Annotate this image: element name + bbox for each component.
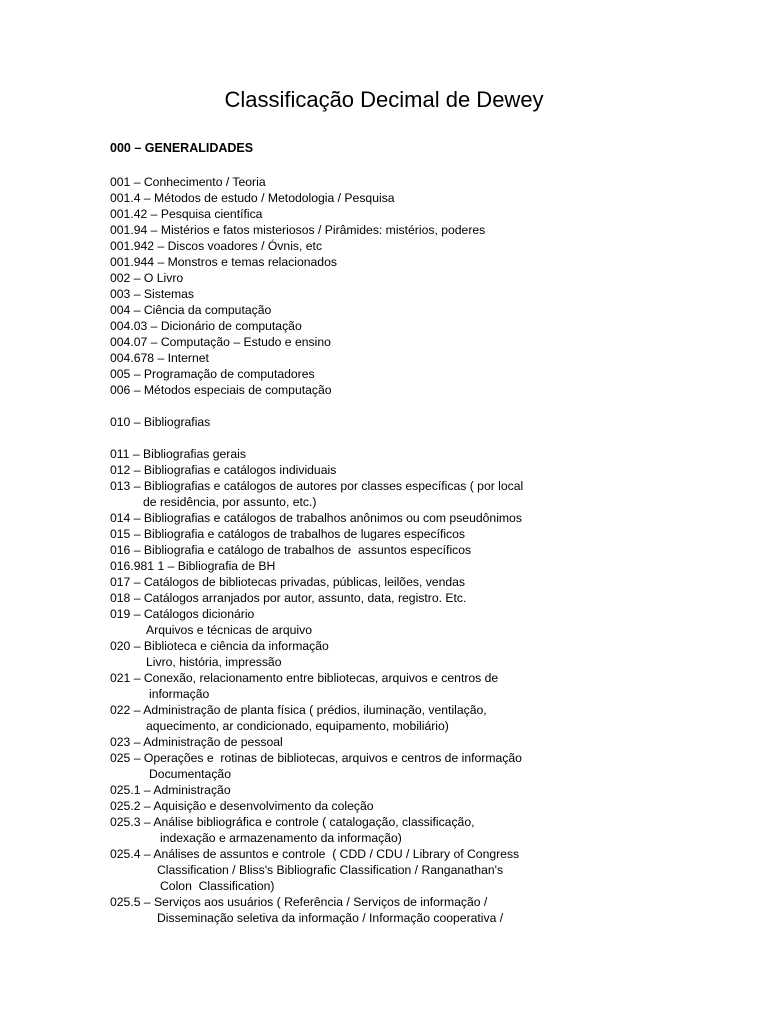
classification-continuation: indexação e armazenamento da informação)	[160, 831, 402, 845]
classification-entry: 011 – Bibliografias gerais	[110, 447, 246, 461]
classification-entry: 004 – Ciência da computação	[110, 303, 272, 317]
classification-entry: 001.942 – Discos voadores / Óvnis, etc	[110, 239, 323, 253]
classification-continuation: de residência, por assunto, etc.)	[143, 495, 317, 509]
classification-entry: 025.5 – Serviços aos usuários ( Referência / Serviços de informação /	[110, 895, 488, 909]
classification-entry: 013 – Bibliografias e catálogos de autores por classes específicas ( por local	[110, 479, 524, 493]
classification-entry: 001.42 – Pesquisa científica	[110, 207, 263, 221]
classification-entry: 001.94 – Mistérios e fatos misteriosos / Pirâmides: mistérios, poderes	[110, 223, 486, 237]
classification-entry: 015 – Bibliografia e catálogos de trabalhos de lugares específicos	[110, 527, 466, 541]
classification-entry: 001 – Conhecimento / Teoria	[110, 175, 266, 189]
classification-entry: 002 – O Livro	[110, 271, 184, 285]
classification-entry: 004.678 – Internet	[110, 351, 209, 365]
classification-entry: 021 – Conexão, relacionamento entre bibliotecas, arquivos e centros de	[110, 671, 499, 685]
classification-entry: 019 – Catálogos dicionário	[110, 607, 255, 621]
classification-entry: 022 – Administração de planta física ( prédios, iluminação, ventilação,	[110, 703, 487, 717]
classification-continuation: Disseminação seletiva da informação / Informação cooperativa /	[157, 911, 504, 925]
classification-entry: 010 – Bibliografias	[110, 415, 211, 429]
section-heading: 000 – GENERALIDADES	[110, 141, 254, 155]
classification-entry: 017 – Catálogos de bibliotecas privadas, públicas, leilões, vendas	[110, 575, 466, 589]
classification-entry: 012 – Bibliografias e catálogos individuais	[110, 463, 337, 477]
classification-continuation: Arquivos e técnicas de arquivo	[146, 623, 312, 637]
classification-entry: 001.944 – Monstros e temas relacionados	[110, 255, 337, 269]
classification-entry: 025.4 – Análises de assuntos e controle ( CDD / CDU / Library of Congress	[110, 847, 520, 861]
classification-entry: 025.1 – Administração	[110, 783, 231, 797]
classification-entry: 005 – Programação de computadores	[110, 367, 315, 381]
classification-entry: 018 – Catálogos arranjados por autor, assunto, data, registro. Etc.	[110, 591, 467, 605]
blank-line	[110, 398, 750, 414]
classification-entry: 014 – Bibliografias e catálogos de trabalhos anônimos ou com pseudônimos	[110, 511, 522, 525]
classification-entry: 020 – Biblioteca e ciência da informação	[110, 639, 329, 653]
classification-entry: 006 – Métodos especiais de computação	[110, 383, 332, 397]
classification-entry: 004.03 – Dicionário de computação	[110, 319, 302, 333]
classification-entry: 004.07 – Computação – Estudo e ensino	[110, 335, 331, 349]
classification-entry: 025.2 – Aquisição e desenvolvimento da coleção	[110, 799, 374, 813]
classification-entry: 025 – Operações e rotinas de bibliotecas, arquivos e centros de informação	[110, 751, 522, 765]
classification-entry: 003 – Sistemas	[110, 287, 195, 301]
classification-entry: 001.4 – Métodos de estudo / Metodologia / Pesquisa	[110, 191, 395, 205]
classification-entry: 025.3 – Análise bibliográfica e controle ( catalogação, classificação,	[110, 815, 475, 829]
classification-entry: 016 – Bibliografia e catálogo de trabalhos de assuntos específicos	[110, 543, 472, 557]
classification-continuation: Classification / Bliss's Bibliografic Classification / Ranganathan's	[157, 863, 504, 877]
classification-continuation: informação	[149, 687, 210, 701]
classification-list	[110, 174, 750, 926]
classification-entry: 023 – Administração de pessoal	[110, 735, 283, 749]
classification-continuation: Colon Classification)	[160, 879, 275, 893]
classification-entry: 016.981 1 – Bibliografia de BH	[110, 559, 276, 573]
classification-continuation: Documentação	[149, 767, 231, 781]
classification-continuation: aquecimento, ar condicionado, equipamento, mobiliário)	[146, 719, 449, 733]
blank-line	[110, 430, 750, 446]
document-title: Classificação Decimal de Dewey	[224, 87, 544, 112]
classification-continuation: Livro, história, impressão	[146, 655, 282, 669]
